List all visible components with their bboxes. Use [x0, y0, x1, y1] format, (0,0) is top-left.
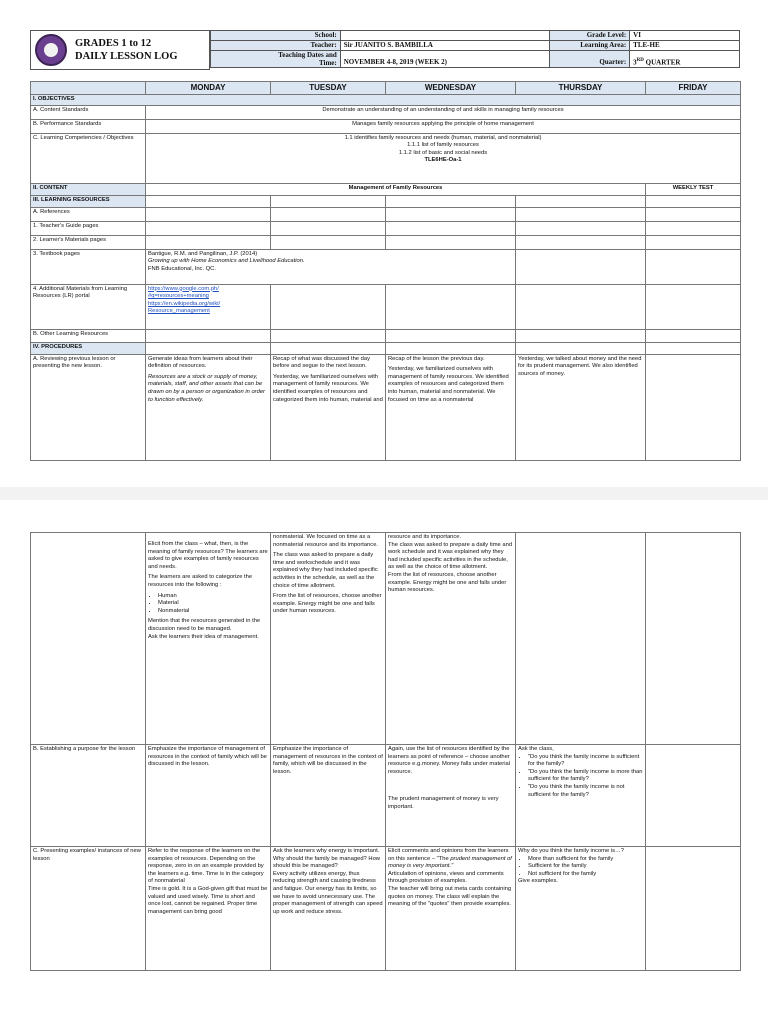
- cell: [146, 207, 271, 221]
- day-tuesday: TUESDAY: [271, 82, 386, 95]
- wednesday-purpose: [386, 745, 516, 847]
- friday-examples: [646, 847, 741, 971]
- wednesday-purpose-1: Again, use the list of resources identified by the learners as point of reference – choose another resource e.g.money. Money falls under material resource.: [388, 746, 511, 775]
- wednesday-review-cont: [386, 533, 516, 745]
- cell: [646, 221, 741, 235]
- cell: [646, 342, 741, 354]
- income-question-list: [518, 754, 643, 800]
- teacher-label: Teacher:: [211, 41, 341, 51]
- content-standards-text: Demonstrate an understanding of an understanding of and skills in managing family resources: [146, 105, 741, 119]
- cell: [516, 195, 646, 207]
- wednesday-examples-quote: prudent management of money is very important.": [388, 855, 512, 870]
- category-material: • Material: [158, 600, 268, 608]
- school-value: [340, 31, 550, 41]
- day-monday: MONDAY: [146, 82, 271, 95]
- cell: [271, 284, 386, 329]
- examples-label: C. Presenting examples/ instances of new lesson: [31, 847, 146, 971]
- quarter-sup: RD: [636, 57, 644, 63]
- monday-examples: Refer to the response of the learners on the examples of resources. Depending on the response, zero in on an example provided by the learners e.g. time. Time is in the category of nonmaterial Time is gold. It is a God-given gift that must be valued and used wisely. Time is short and once lost, cannot be regained. Proper time management can bring good: [146, 847, 271, 971]
- quarter-label: Quarter:: [550, 51, 630, 68]
- cell: [271, 329, 386, 342]
- logo-box: [30, 30, 210, 70]
- dates-label-2: Time:: [318, 59, 337, 67]
- income-question-1: • "Do you think the family income is sufficient for the family?: [528, 754, 643, 769]
- wednesday-examples-2: Articulation of opinions, views and comments through provision of examples. The teacher will bring out meta cards containing quotes on money. The class will explain the meaning of the "quotes" then provide examples.: [388, 870, 512, 908]
- textbook-line-3: FNB Educational, Inc. QC.: [148, 265, 216, 272]
- cell: [646, 284, 741, 329]
- wednesday-examples: [386, 847, 516, 971]
- wednesday-review-2: Yesterday, we familiarized ourselves with management of family resources. We identified examples of resources and categorized them into human, material and nonmaterial. We focused on time as a nonmaterial: [388, 366, 509, 403]
- cell: [646, 329, 741, 342]
- page-1: [0, 0, 768, 487]
- corner-cell: [31, 82, 146, 95]
- thursday-examples-1: Why do you think the family income is…?: [518, 848, 624, 854]
- quarter-value: [630, 51, 740, 68]
- textbook-line-2: Growing up with Home Economics and Livelihood Education.: [148, 258, 305, 265]
- learning-resources-heading: III. LEARNING RESOURCES: [31, 195, 146, 207]
- wednesday-review: [386, 354, 516, 460]
- cell: [146, 221, 271, 235]
- income-question-2: • "Do you think the family income is more than sufficient for the family?: [528, 769, 643, 784]
- cell: [386, 235, 516, 249]
- performance-standards-label: B. Performance Standards: [31, 119, 146, 133]
- dll-header: [30, 30, 740, 70]
- sufficiency-1: • More than sufficient for the family: [528, 856, 643, 864]
- monday-cont-4: Ask the learners their idea of management.: [148, 633, 259, 640]
- page-2: [0, 500, 768, 1024]
- thursday-purpose-1: Ask the class,: [518, 746, 554, 752]
- performance-standards-text: Manages family resources applying the principle of home management: [146, 119, 741, 133]
- monday-cont-3: Mention that the resources generated in the discussion need to be managed.: [148, 618, 261, 632]
- wednesday-cont-1: resource and its importance.: [388, 534, 462, 540]
- thursday-review-cont: [516, 533, 646, 745]
- competency-3: 1.1.2 list of basic and social needs: [398, 149, 488, 156]
- income-question-3: • "Do you think the family income is not sufficient for the family?: [528, 784, 643, 799]
- area-value: TLE-HE: [630, 41, 740, 51]
- cell: [271, 235, 386, 249]
- content-standards-label: A. Content Standards: [31, 105, 146, 119]
- sufficiency-2: • Sufficient for the family: [528, 863, 643, 871]
- lesson-table-page-2: [30, 532, 741, 971]
- day-thursday: THURSDAY: [516, 82, 646, 95]
- thursday-review: Yesterday, we talked about money and the need for its prudent management. We also identified sources of money.: [516, 354, 646, 460]
- competency-code: TLE6HE-Oa-1: [424, 157, 462, 164]
- cell: [146, 235, 271, 249]
- cell: [516, 235, 646, 249]
- monday-cont-1: Elicit from the class – what, then, is the meaning of family resources? The learners are asked to give examples of family resources and needs.: [148, 541, 268, 570]
- thursday-examples: [516, 847, 646, 971]
- wednesday-purpose-2: The prudent management of money is very important.: [388, 796, 499, 810]
- monday-review-cont: [146, 533, 271, 745]
- cell: [271, 195, 386, 207]
- friday-review-cont: [646, 533, 741, 745]
- friday-purpose: [646, 745, 741, 847]
- header-info-table: [210, 30, 740, 68]
- competencies-label: C. Learning Competencies / Objectives: [31, 133, 146, 183]
- tuesday-purpose: Emphasize the importance of management of resources in the context of family, which will be discussed in the lesson.: [271, 745, 386, 847]
- competencies-text: [146, 133, 741, 183]
- continued-label-cell: [31, 533, 146, 745]
- sufficiency-list: [518, 856, 643, 879]
- logo-line-2: DAILY LESSON LOG: [75, 51, 178, 62]
- teachers-guide-label: 1. Teacher's Guide pages: [31, 221, 146, 235]
- area-label: Learning Area:: [550, 41, 630, 51]
- cell: [386, 329, 516, 342]
- link-google-1[interactable]: https://www.google.com.ph/: [148, 285, 219, 292]
- grade-value: VI: [630, 31, 740, 41]
- logo-line-1: GRADES 1 to 12: [75, 38, 152, 49]
- monday-review-1: Generate ideas from learners about their definition of resources.: [148, 355, 253, 370]
- cell: [271, 207, 386, 221]
- purpose-label: B. Establishing a purpose for the lesson: [31, 745, 146, 847]
- cell: [386, 284, 516, 329]
- tuesday-review: [271, 354, 386, 460]
- link-wikipedia-1[interactable]: https://en.wikipedia.org/wiki/: [148, 300, 221, 307]
- textbook-text: [146, 249, 516, 284]
- cell: [646, 249, 741, 284]
- cell: [386, 221, 516, 235]
- monday-purpose: Emphasize the importance of management of resources in the context of family which will be discussed in the lesson.: [146, 745, 271, 847]
- cell: [516, 342, 646, 354]
- wednesday-cont-3: From the list of resources, choose another example. Energy might be one and falls under human resources.: [388, 571, 507, 594]
- monday-review: [146, 354, 271, 460]
- textbook-label: 3. Textbook pages: [31, 249, 146, 284]
- competency-1: 1.1 identifies family resources and needs (human, material, and nonmaterial): [344, 134, 542, 141]
- thursday-purpose: [516, 745, 646, 847]
- cell: [516, 221, 646, 235]
- day-wednesday: WEDNESDAY: [386, 82, 516, 95]
- tuesday-cont-1: nonmaterial. We focused on time as a nonmaterial resource and its importance.: [273, 534, 379, 548]
- dates-label-1: Teaching Dates and: [278, 51, 337, 59]
- day-friday: FRIDAY: [646, 82, 741, 95]
- cell: [146, 195, 271, 207]
- tuesday-cont-2: The class was asked to prepare a daily time and workschedule and it was explained why they had included specific activities in the schedule, as well as the choice of time allotment.: [273, 552, 378, 589]
- teacher-value: Sir JUANITO S. BAMBILLA: [340, 41, 550, 51]
- tuesday-review-cont: [271, 533, 386, 745]
- procedures-heading: IV. PROCEDURES: [31, 342, 146, 354]
- quarter-num: 3: [633, 58, 637, 66]
- link-google-2[interactable]: #q=resources+meaning: [148, 293, 209, 300]
- content-heading: II. CONTENT: [31, 183, 146, 195]
- learners-materials-label: 2. Learner's Materials pages: [31, 235, 146, 249]
- cell: [271, 342, 386, 354]
- page-gap: [0, 487, 768, 500]
- category-nonmaterial: • Nonmaterial: [158, 608, 268, 616]
- category-human: • Human: [158, 593, 268, 601]
- content-text: Management of Family Resources: [146, 183, 646, 195]
- cell: [646, 207, 741, 221]
- additional-materials-label: 4. Additional Materials from Learning Resources (LR) portal: [31, 284, 146, 329]
- cell: [271, 221, 386, 235]
- textbook-line-1: Bantigue, R.M. and Pangilinan, J.P. (2014): [148, 250, 258, 257]
- link-wikipedia-2[interactable]: Resource_management: [148, 308, 210, 315]
- objectives-heading: I. OBJECTIVES: [31, 95, 741, 106]
- wednesday-examples-1: Elicit comments and opinions from the learners on this sentence – "The: [388, 848, 509, 862]
- school-label: School:: [211, 31, 341, 41]
- deped-seal-icon: [35, 34, 67, 66]
- cell: [386, 207, 516, 221]
- resource-category-list: [148, 593, 268, 616]
- tuesday-review-1: Recap of what was discussed the day before and segue to the next lesson.: [273, 355, 370, 370]
- thursday-examples-2: Give examples.: [518, 878, 558, 885]
- tuesday-cont-3: From the list of resources, choose another example. Energy might be one and falls under human resources.: [273, 593, 382, 615]
- friday-content: WEEKLY TEST: [646, 183, 741, 195]
- reviewing-label: A. Reviewing previous lesson or presenting the new lesson.: [31, 354, 146, 460]
- cell: [516, 284, 646, 329]
- cell: [386, 195, 516, 207]
- logo-title: [75, 37, 178, 63]
- dates-value: NOVEMBER 4-8, 2019 (WEEK 2): [340, 51, 550, 68]
- other-resources-label: B. Other Learning Resources: [31, 329, 146, 342]
- sufficiency-3: • Not sufficient for the family: [528, 871, 643, 879]
- references-label: A. References: [31, 207, 146, 221]
- cell: [646, 195, 741, 207]
- cell: [146, 342, 271, 354]
- quarter-rest: QUARTER: [643, 58, 681, 66]
- additional-links: [146, 284, 271, 329]
- tuesday-examples: Ask the learners why energy is important. Why should the family be managed? How should this be managed? Every activity utilizes energy, thus reducing strength and causing tiredness and fatigue. Our energy has its limits, so we have to avoid unnecessary use. The proper management of strength can speed up work and reduce stress.: [271, 847, 386, 971]
- cell: [386, 342, 516, 354]
- cell: [516, 329, 646, 342]
- lesson-table-page-1: [30, 81, 741, 461]
- cell: [646, 235, 741, 249]
- wednesday-cont-2: The class was asked to prepare a daily time and work schedule and it was explained why they had included specific activities in the schedule, as well as the choice of time allotment.: [388, 541, 513, 571]
- cell: [516, 207, 646, 221]
- tuesday-review-2: Yesterday, we familiarized ourselves with management of family resources. We identified examples of resources and categorized them into human, material and: [273, 373, 383, 403]
- dates-label: [211, 51, 341, 68]
- cell: [146, 329, 271, 342]
- cell: [516, 249, 646, 284]
- competency-2: 1.1.1 list of family resources: [407, 142, 479, 149]
- friday-review: [646, 354, 741, 460]
- monday-cont-2: The learners are asked to categorize the resources into the following :: [148, 574, 253, 588]
- grade-label: Grade Level:: [550, 31, 630, 41]
- monday-review-2: Resources are a stock or supply of money, materials, staff, and other assets that can be drawn on by a person or organization in order to function effectively.: [148, 373, 265, 403]
- wednesday-review-1: Recap of the lesson the previous day.: [388, 355, 485, 362]
